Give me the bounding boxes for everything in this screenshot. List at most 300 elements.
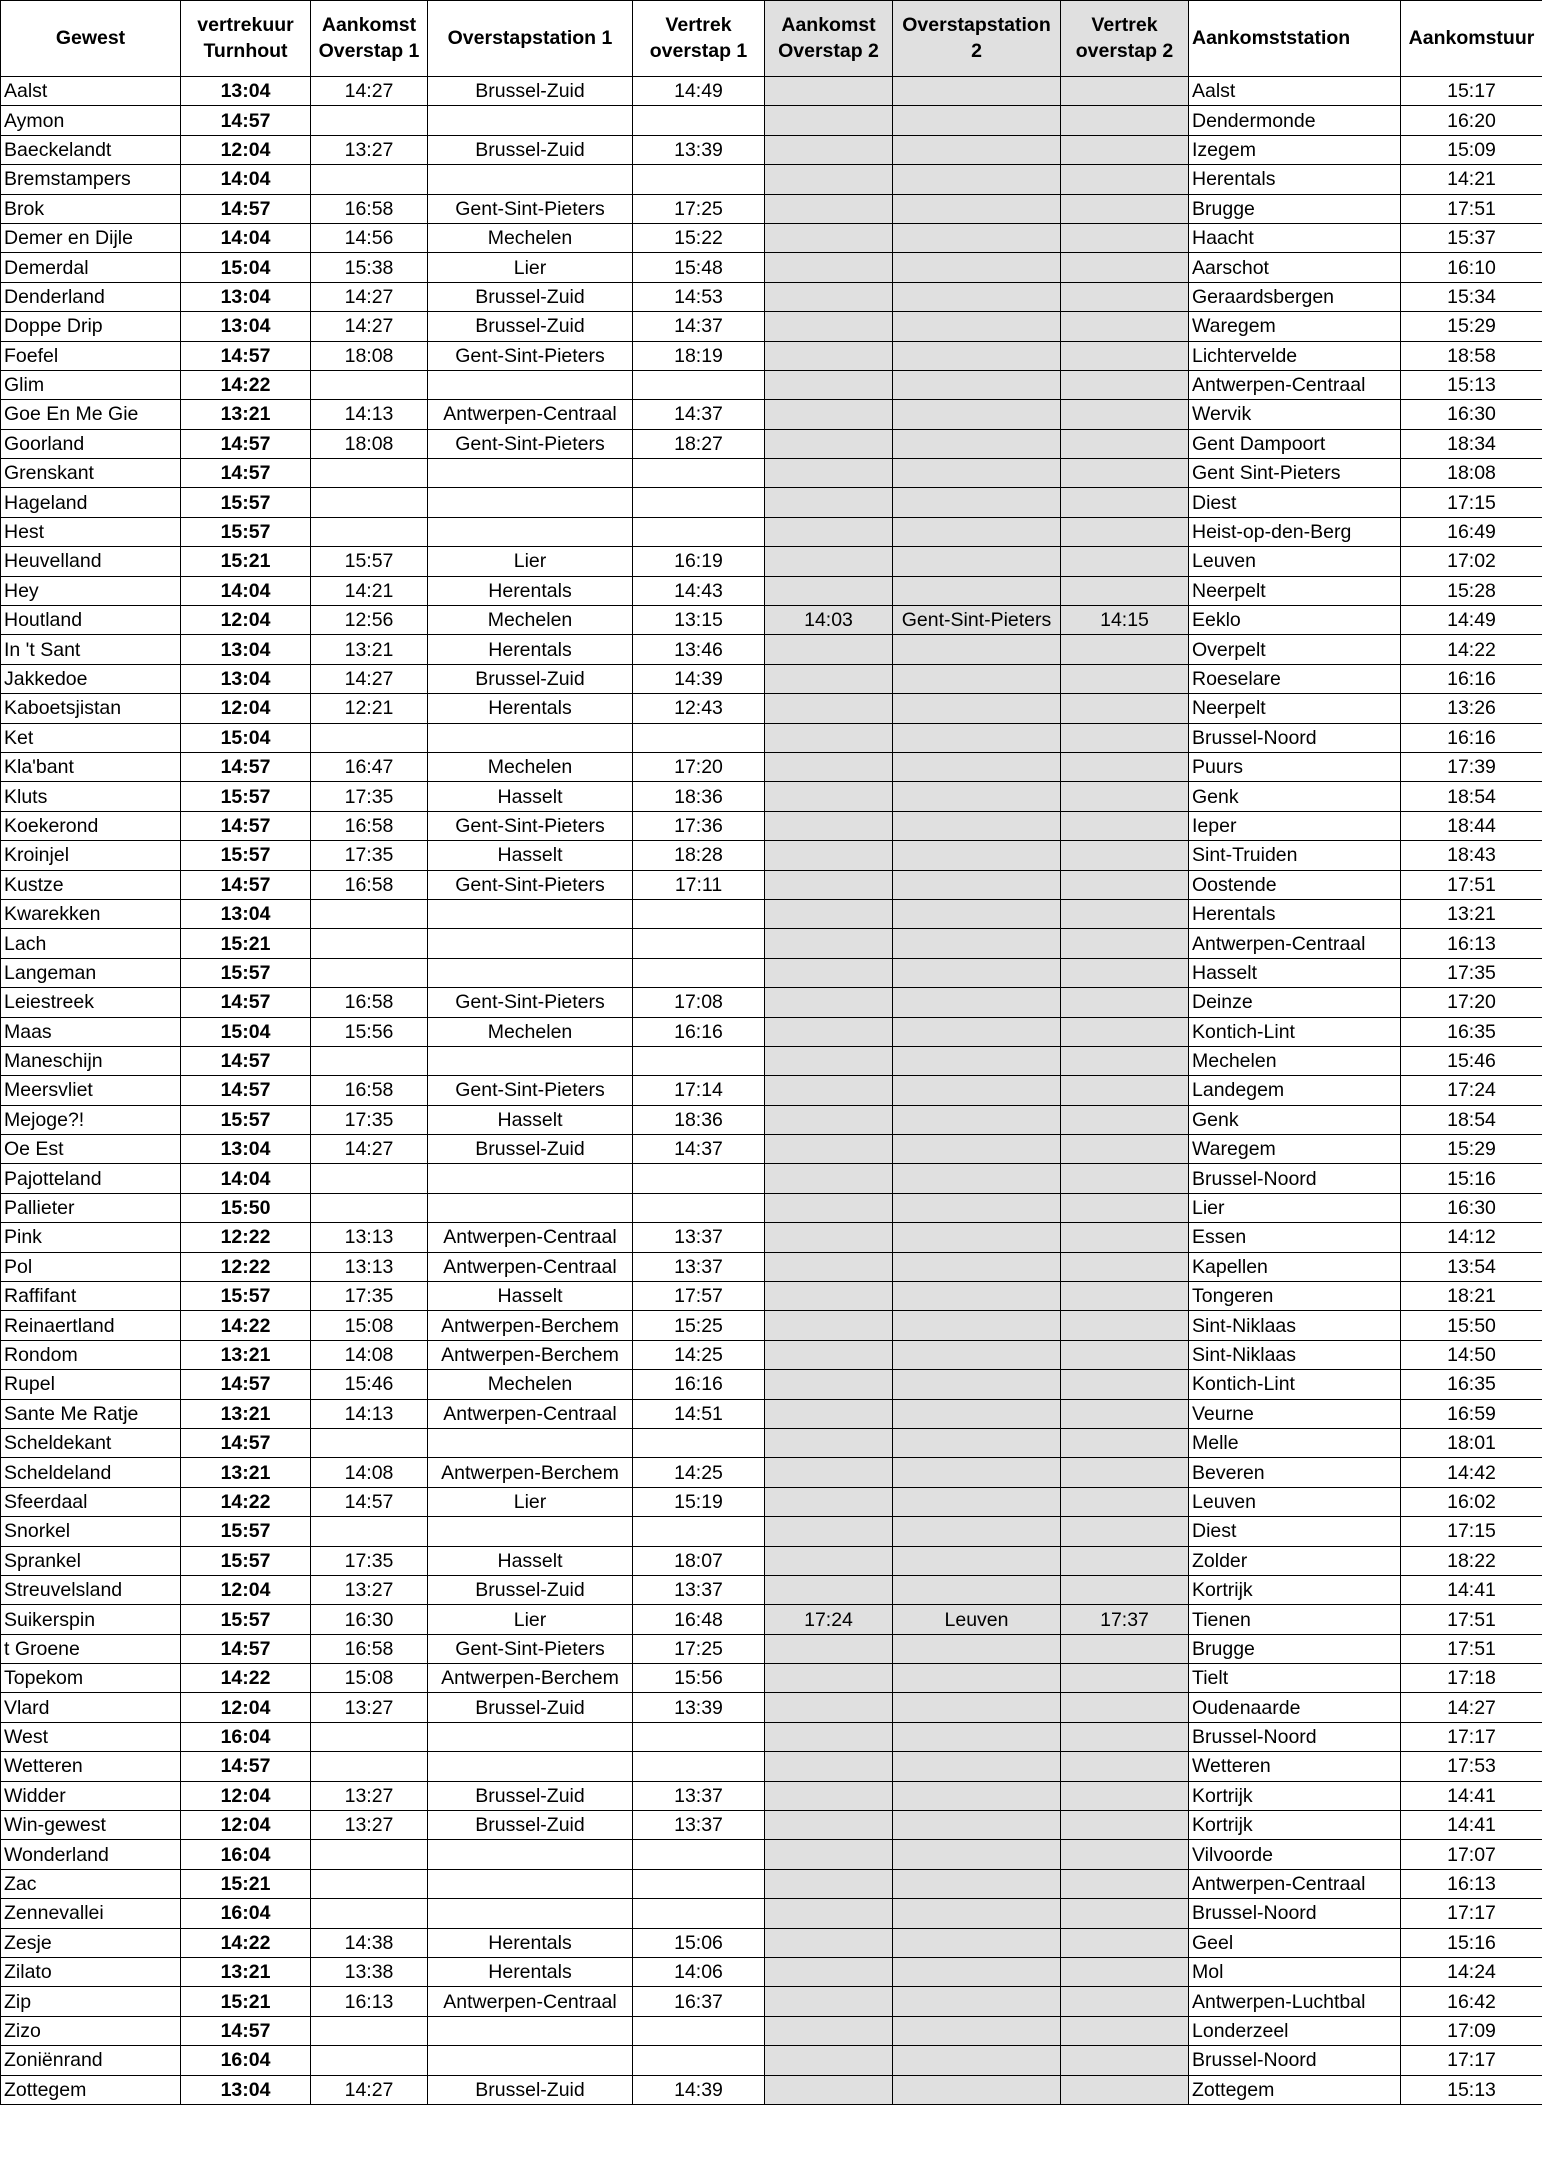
cell-aankomst-overstap-2 (765, 1135, 893, 1164)
table-row (1, 988, 1542, 1017)
cell-overstapstation-1: Gent-Sint-Pieters (428, 988, 633, 1017)
cell-overstapstation-1: Mechelen (428, 1017, 633, 1046)
cell-aankomstuur: 17:51 (1401, 1605, 1542, 1634)
cell-vertrekuur: 14:57 (181, 106, 311, 135)
cell-vertrekuur: 12:22 (181, 1252, 311, 1281)
cell-aankomst-overstap-2 (765, 1399, 893, 1428)
cell-gewest: Denderland (1, 282, 181, 311)
cell-aankomst-overstap-1: 13:27 (311, 1781, 428, 1810)
cell-aankomst-overstap-1: 14:08 (311, 1458, 428, 1487)
cell-aankomstuur: 15:29 (1401, 312, 1542, 341)
cell-vertrekuur: 12:04 (181, 694, 311, 723)
cell-vertrek-overstap-2 (1061, 1664, 1189, 1693)
cell-vertrekuur: 14:04 (181, 165, 311, 194)
cell-overstapstation-2 (893, 400, 1061, 429)
cell-aankomststation: Lichtervelde (1189, 341, 1401, 370)
table-row (1, 1105, 1542, 1134)
cell-overstapstation-2 (893, 958, 1061, 987)
cell-aankomst-overstap-1 (311, 459, 428, 488)
cell-aankomststation: Sint-Truiden (1189, 841, 1401, 870)
cell-vertrek-overstap-2 (1061, 1634, 1189, 1663)
table-row (1, 135, 1542, 164)
cell-aankomst-overstap-2 (765, 929, 893, 958)
header-vertrek-overstap-1: Vertrek overstap 1 (633, 1, 765, 77)
cell-vertrek-overstap-2 (1061, 194, 1189, 223)
cell-aankomststation: Antwerpen-Centraal (1189, 929, 1401, 958)
cell-aankomststation: Aarschot (1189, 253, 1401, 282)
cell-aankomst-overstap-2 (765, 694, 893, 723)
cell-gewest: Mejoge?! (1, 1105, 181, 1134)
cell-vertrek-overstap-1 (633, 370, 765, 399)
cell-aankomstuur: 13:21 (1401, 899, 1542, 928)
cell-overstapstation-2 (893, 1634, 1061, 1663)
cell-overstapstation-1 (428, 1164, 633, 1193)
table-row (1, 341, 1542, 370)
table-row (1, 870, 1542, 899)
cell-overstapstation-2 (893, 165, 1061, 194)
cell-vertrek-overstap-1: 16:37 (633, 1987, 765, 2016)
cell-aankomst-overstap-2 (765, 899, 893, 928)
cell-aankomstuur: 17:18 (1401, 1664, 1542, 1693)
cell-aankomst-overstap-1 (311, 488, 428, 517)
cell-vertrek-overstap-2 (1061, 1517, 1189, 1546)
table-row (1, 1311, 1542, 1340)
cell-aankomststation: Waregem (1189, 312, 1401, 341)
cell-vertrek-overstap-1: 14:37 (633, 312, 765, 341)
cell-aankomststation: Herentals (1189, 165, 1401, 194)
cell-overstapstation-2 (893, 1428, 1061, 1457)
cell-aankomststation: Brussel-Noord (1189, 1722, 1401, 1751)
cell-vertrek-overstap-2 (1061, 988, 1189, 1017)
cell-vertrekuur: 14:57 (181, 459, 311, 488)
cell-vertrekuur: 15:21 (181, 547, 311, 576)
cell-overstapstation-1: Gent-Sint-Pieters (428, 811, 633, 840)
cell-overstapstation-2 (893, 1840, 1061, 1869)
cell-overstapstation-1: Herentals (428, 694, 633, 723)
cell-overstapstation-2 (893, 194, 1061, 223)
cell-vertrekuur: 13:04 (181, 664, 311, 693)
cell-aankomstuur: 16:20 (1401, 106, 1542, 135)
cell-vertrekuur: 14:57 (181, 1634, 311, 1663)
cell-vertrek-overstap-1 (633, 1164, 765, 1193)
cell-aankomststation: Haacht (1189, 223, 1401, 252)
table-row (1, 694, 1542, 723)
cell-overstapstation-1 (428, 1840, 633, 1869)
cell-aankomst-overstap-2 (765, 752, 893, 781)
cell-aankomst-overstap-1: 13:27 (311, 1693, 428, 1722)
header-aankomststation: Aankomststation (1189, 1, 1401, 77)
cell-vertrekuur: 14:57 (181, 1046, 311, 1075)
cell-aankomst-overstap-2 (765, 1781, 893, 1810)
cell-vertrekuur: 15:57 (181, 1517, 311, 1546)
cell-vertrekuur: 14:57 (181, 1370, 311, 1399)
cell-overstapstation-1 (428, 1517, 633, 1546)
cell-vertrek-overstap-1: 17:14 (633, 1076, 765, 1105)
cell-vertrek-overstap-1 (633, 459, 765, 488)
cell-aankomst-overstap-1 (311, 1899, 428, 1928)
cell-vertrekuur: 14:57 (181, 1428, 311, 1457)
cell-aankomstuur: 14:42 (1401, 1458, 1542, 1487)
cell-aankomst-overstap-1 (311, 723, 428, 752)
cell-aankomststation: Puurs (1189, 752, 1401, 781)
cell-overstapstation-1: Brussel-Zuid (428, 135, 633, 164)
cell-vertrek-overstap-2 (1061, 870, 1189, 899)
cell-vertrekuur: 15:21 (181, 1987, 311, 2016)
cell-aankomststation: Essen (1189, 1223, 1401, 1252)
cell-aankomststation: Neerpelt (1189, 694, 1401, 723)
cell-gewest: Kustze (1, 870, 181, 899)
cell-aankomst-overstap-1: 13:38 (311, 1958, 428, 1987)
cell-overstapstation-1: Mechelen (428, 223, 633, 252)
cell-aankomststation: Lier (1189, 1193, 1401, 1222)
cell-vertrek-overstap-1: 15:56 (633, 1664, 765, 1693)
cell-aankomst-overstap-1: 13:27 (311, 1811, 428, 1840)
cell-overstapstation-1: Antwerpen-Centraal (428, 1252, 633, 1281)
cell-aankomst-overstap-2 (765, 1899, 893, 1928)
cell-gewest: Doppe Drip (1, 312, 181, 341)
cell-vertrek-overstap-1: 16:48 (633, 1605, 765, 1634)
cell-overstapstation-1: Antwerpen-Centraal (428, 1399, 633, 1428)
cell-gewest: Pol (1, 1252, 181, 1281)
cell-vertrekuur: 14:04 (181, 576, 311, 605)
table-row (1, 223, 1542, 252)
table-row (1, 1575, 1542, 1604)
cell-vertrek-overstap-2 (1061, 635, 1189, 664)
table-row (1, 1899, 1542, 1928)
cell-gewest: Zilato (1, 1958, 181, 1987)
cell-gewest: In 't Sant (1, 635, 181, 664)
cell-vertrekuur: 15:57 (181, 1546, 311, 1575)
cell-vertrek-overstap-2 (1061, 1105, 1189, 1134)
cell-overstapstation-2 (893, 547, 1061, 576)
cell-overstapstation-1 (428, 2046, 633, 2075)
cell-aankomst-overstap-2 (765, 517, 893, 546)
cell-aankomst-overstap-1: 14:27 (311, 1135, 428, 1164)
cell-gewest: Kaboetsjistan (1, 694, 181, 723)
cell-vertrek-overstap-2 (1061, 694, 1189, 723)
cell-aankomststation: Wervik (1189, 400, 1401, 429)
table-row (1, 929, 1542, 958)
table-row (1, 1693, 1542, 1722)
cell-vertrekuur: 13:21 (181, 1458, 311, 1487)
cell-aankomststation: Beveren (1189, 1458, 1401, 1487)
cell-vertrekuur: 14:22 (181, 1664, 311, 1693)
cell-aankomstuur: 16:13 (1401, 1869, 1542, 1898)
cell-gewest: Oe Est (1, 1135, 181, 1164)
cell-vertrek-overstap-2 (1061, 782, 1189, 811)
cell-vertrekuur: 15:57 (181, 1105, 311, 1134)
table-row (1, 811, 1542, 840)
cell-overstapstation-1 (428, 106, 633, 135)
cell-aankomst-overstap-2 (765, 135, 893, 164)
cell-vertrek-overstap-2 (1061, 165, 1189, 194)
cell-aankomstuur: 14:41 (1401, 1575, 1542, 1604)
cell-vertrek-overstap-1 (633, 723, 765, 752)
cell-vertrek-overstap-1: 13:37 (633, 1575, 765, 1604)
cell-aankomststation: Neerpelt (1189, 576, 1401, 605)
table-row (1, 106, 1542, 135)
cell-aankomststation: Waregem (1189, 1135, 1401, 1164)
table-row (1, 1135, 1542, 1164)
cell-vertrek-overstap-1: 18:36 (633, 782, 765, 811)
cell-vertrek-overstap-1 (633, 958, 765, 987)
header-aankomstuur: Aankomstuur (1401, 1, 1542, 77)
cell-gewest: Vlard (1, 1693, 181, 1722)
cell-vertrek-overstap-1: 14:06 (633, 1958, 765, 1987)
cell-aankomstuur: 13:54 (1401, 1252, 1542, 1281)
cell-vertrekuur: 15:57 (181, 958, 311, 987)
cell-aankomst-overstap-2 (765, 2075, 893, 2104)
cell-vertrek-overstap-1 (633, 1046, 765, 1075)
cell-aankomststation: Kontich-Lint (1189, 1370, 1401, 1399)
cell-overstapstation-1: Gent-Sint-Pieters (428, 1634, 633, 1663)
cell-aankomst-overstap-1: 16:58 (311, 194, 428, 223)
cell-aankomst-overstap-2 (765, 282, 893, 311)
table-body (1, 77, 1542, 2105)
cell-gewest: Rondom (1, 1340, 181, 1369)
cell-aankomstuur: 18:34 (1401, 429, 1542, 458)
cell-aankomstuur: 15:16 (1401, 1928, 1542, 1957)
cell-vertrek-overstap-2 (1061, 664, 1189, 693)
cell-vertrek-overstap-1: 14:53 (633, 282, 765, 311)
table-row (1, 77, 1542, 106)
table-row (1, 2046, 1542, 2075)
cell-vertrek-overstap-1 (633, 106, 765, 135)
cell-overstapstation-2 (893, 1487, 1061, 1516)
cell-vertrek-overstap-1 (633, 1869, 765, 1898)
cell-vertrek-overstap-1: 16:16 (633, 1370, 765, 1399)
cell-vertrekuur: 14:22 (181, 370, 311, 399)
cell-aankomstuur: 17:53 (1401, 1752, 1542, 1781)
table-row (1, 1340, 1542, 1369)
cell-overstapstation-1 (428, 1046, 633, 1075)
cell-vertrek-overstap-2 (1061, 459, 1189, 488)
cell-vertrek-overstap-1: 14:39 (633, 664, 765, 693)
cell-aankomstuur: 17:07 (1401, 1840, 1542, 1869)
cell-overstapstation-2 (893, 1164, 1061, 1193)
cell-overstapstation-1: Gent-Sint-Pieters (428, 341, 633, 370)
cell-aankomstuur: 18:54 (1401, 782, 1542, 811)
cell-overstapstation-2 (893, 1928, 1061, 1957)
cell-vertrek-overstap-2 (1061, 1546, 1189, 1575)
table-row (1, 1987, 1542, 2016)
cell-vertrekuur: 14:57 (181, 194, 311, 223)
cell-overstapstation-2 (893, 1311, 1061, 1340)
cell-aankomst-overstap-2 (765, 1987, 893, 2016)
cell-aankomst-overstap-1: 18:08 (311, 429, 428, 458)
cell-overstapstation-2 (893, 841, 1061, 870)
cell-aankomst-overstap-1 (311, 1193, 428, 1222)
cell-overstapstation-1: Gent-Sint-Pieters (428, 429, 633, 458)
cell-gewest: Leiestreek (1, 988, 181, 1017)
cell-aankomst-overstap-2 (765, 370, 893, 399)
cell-aankomststation: Diest (1189, 1517, 1401, 1546)
cell-overstapstation-2 (893, 1517, 1061, 1546)
cell-gewest: Pajotteland (1, 1164, 181, 1193)
cell-vertrek-overstap-2 (1061, 341, 1189, 370)
cell-vertrek-overstap-1: 13:37 (633, 1811, 765, 1840)
cell-gewest: Baeckelandt (1, 135, 181, 164)
cell-vertrek-overstap-1: 15:25 (633, 1311, 765, 1340)
cell-vertrekuur: 15:04 (181, 253, 311, 282)
cell-gewest: Sfeerdaal (1, 1487, 181, 1516)
cell-gewest: Kla'bant (1, 752, 181, 781)
cell-vertrek-overstap-2 (1061, 576, 1189, 605)
cell-overstapstation-2 (893, 312, 1061, 341)
cell-overstapstation-1: Herentals (428, 576, 633, 605)
cell-aankomst-overstap-1: 14:27 (311, 282, 428, 311)
cell-aankomstuur: 16:49 (1401, 517, 1542, 546)
cell-aankomststation: Brussel-Noord (1189, 1164, 1401, 1193)
cell-aankomstuur: 16:59 (1401, 1399, 1542, 1428)
cell-gewest: Rupel (1, 1370, 181, 1399)
cell-vertrekuur: 14:04 (181, 1164, 311, 1193)
cell-gewest: Zip (1, 1987, 181, 2016)
cell-overstapstation-1: Brussel-Zuid (428, 1693, 633, 1722)
cell-aankomst-overstap-2 (765, 1634, 893, 1663)
cell-aankomstuur: 15:28 (1401, 576, 1542, 605)
cell-aankomst-overstap-2 (765, 1958, 893, 1987)
cell-overstapstation-2 (893, 1958, 1061, 1987)
cell-gewest: Kwarekken (1, 899, 181, 928)
cell-vertrek-overstap-2 (1061, 282, 1189, 311)
table-row (1, 1399, 1542, 1428)
header-vertrekuur-turnhout: vertrekuur Turnhout (181, 1, 311, 77)
cell-aankomststation: Vilvoorde (1189, 1840, 1401, 1869)
cell-overstapstation-2 (893, 576, 1061, 605)
cell-gewest: Houtland (1, 606, 181, 635)
cell-vertrek-overstap-1: 14:25 (633, 1340, 765, 1369)
cell-vertrek-overstap-1 (633, 899, 765, 928)
cell-aankomstuur: 14:41 (1401, 1811, 1542, 1840)
cell-overstapstation-2 (893, 1458, 1061, 1487)
cell-aankomststation: Zolder (1189, 1546, 1401, 1575)
cell-overstapstation-1 (428, 488, 633, 517)
cell-vertrekuur: 14:57 (181, 429, 311, 458)
cell-aankomststation: Tielt (1189, 1664, 1401, 1693)
cell-aankomststation: Landegem (1189, 1076, 1401, 1105)
table-row (1, 1370, 1542, 1399)
cell-aankomst-overstap-1: 16:58 (311, 1634, 428, 1663)
cell-overstapstation-1: Brussel-Zuid (428, 312, 633, 341)
cell-vertrek-overstap-1 (633, 488, 765, 517)
cell-overstapstation-1: Hasselt (428, 1105, 633, 1134)
cell-aankomstuur: 17:15 (1401, 488, 1542, 517)
cell-vertrek-overstap-1: 17:25 (633, 1634, 765, 1663)
table-row (1, 1428, 1542, 1457)
cell-aankomststation: Leuven (1189, 1487, 1401, 1516)
cell-aankomst-overstap-1: 16:47 (311, 752, 428, 781)
cell-vertrek-overstap-2 (1061, 752, 1189, 781)
table-row (1, 253, 1542, 282)
cell-aankomst-overstap-2: 14:03 (765, 606, 893, 635)
cell-gewest: Goorland (1, 429, 181, 458)
cell-vertrekuur: 13:04 (181, 1135, 311, 1164)
cell-gewest: Reinaertland (1, 1311, 181, 1340)
cell-gewest: Kluts (1, 782, 181, 811)
cell-overstapstation-2 (893, 253, 1061, 282)
cell-vertrekuur: 15:57 (181, 1605, 311, 1634)
table-row (1, 1193, 1542, 1222)
cell-overstapstation-2 (893, 811, 1061, 840)
cell-aankomst-overstap-2 (765, 1752, 893, 1781)
cell-overstapstation-1: Antwerpen-Centraal (428, 1987, 633, 2016)
cell-overstapstation-1: Mechelen (428, 752, 633, 781)
cell-aankomst-overstap-1: 16:58 (311, 870, 428, 899)
cell-overstapstation-2 (893, 1781, 1061, 1810)
cell-aankomst-overstap-2 (765, 1575, 893, 1604)
cell-aankomst-overstap-2 (765, 429, 893, 458)
table-row (1, 1164, 1542, 1193)
cell-vertrekuur: 14:57 (181, 2016, 311, 2045)
cell-vertrek-overstap-2 (1061, 429, 1189, 458)
cell-overstapstation-1: Mechelen (428, 606, 633, 635)
cell-overstapstation-1 (428, 958, 633, 987)
cell-vertrekuur: 13:04 (181, 635, 311, 664)
cell-vertrek-overstap-2 (1061, 1370, 1189, 1399)
cell-vertrekuur: 12:04 (181, 1811, 311, 1840)
table-row (1, 1634, 1542, 1663)
cell-vertrekuur: 13:04 (181, 77, 311, 106)
cell-gewest: Zesje (1, 1928, 181, 1957)
table-row (1, 1811, 1542, 1840)
cell-overstapstation-2 (893, 1811, 1061, 1840)
cell-aankomstuur: 15:50 (1401, 1311, 1542, 1340)
cell-vertrek-overstap-2 (1061, 841, 1189, 870)
cell-overstapstation-2 (893, 1046, 1061, 1075)
cell-gewest: Streuvelsland (1, 1575, 181, 1604)
cell-aankomst-overstap-2 (765, 664, 893, 693)
cell-aankomst-overstap-1: 14:13 (311, 400, 428, 429)
cell-overstapstation-2 (893, 2046, 1061, 2075)
cell-gewest: Zizo (1, 2016, 181, 2045)
table-row (1, 664, 1542, 693)
cell-vertrekuur: 12:22 (181, 1223, 311, 1252)
cell-aankomst-overstap-1: 14:21 (311, 576, 428, 605)
cell-gewest: Ket (1, 723, 181, 752)
cell-overstapstation-2 (893, 1546, 1061, 1575)
cell-aankomststation: Mechelen (1189, 1046, 1401, 1075)
cell-overstapstation-2 (893, 1722, 1061, 1751)
cell-aankomst-overstap-2 (765, 1693, 893, 1722)
cell-gewest: Topekom (1, 1664, 181, 1693)
cell-vertrek-overstap-2 (1061, 1135, 1189, 1164)
cell-gewest: Zoniënrand (1, 2046, 181, 2075)
header-aankomst-overstap-1: Aankomst Overstap 1 (311, 1, 428, 77)
table-row (1, 576, 1542, 605)
cell-aankomstuur: 18:21 (1401, 1282, 1542, 1311)
cell-vertrek-overstap-2 (1061, 1428, 1189, 1457)
cell-vertrek-overstap-2 (1061, 1076, 1189, 1105)
cell-aankomst-overstap-1: 13:21 (311, 635, 428, 664)
cell-aankomst-overstap-1 (311, 958, 428, 987)
cell-aankomst-overstap-2 (765, 77, 893, 106)
table-row (1, 517, 1542, 546)
cell-aankomst-overstap-2 (765, 1546, 893, 1575)
cell-overstapstation-1: Gent-Sint-Pieters (428, 1076, 633, 1105)
cell-aankomstuur: 14:24 (1401, 1958, 1542, 1987)
cell-vertrek-overstap-1: 14:49 (633, 77, 765, 106)
table-row (1, 1752, 1542, 1781)
cell-aankomstuur: 14:22 (1401, 635, 1542, 664)
cell-aankomst-overstap-2 (765, 2046, 893, 2075)
cell-vertrek-overstap-1 (633, 1193, 765, 1222)
cell-overstapstation-2 (893, 1105, 1061, 1134)
cell-overstapstation-1: Hasselt (428, 1282, 633, 1311)
cell-vertrekuur: 15:57 (181, 1282, 311, 1311)
cell-aankomst-overstap-2 (765, 1252, 893, 1281)
cell-overstapstation-1: Brussel-Zuid (428, 664, 633, 693)
